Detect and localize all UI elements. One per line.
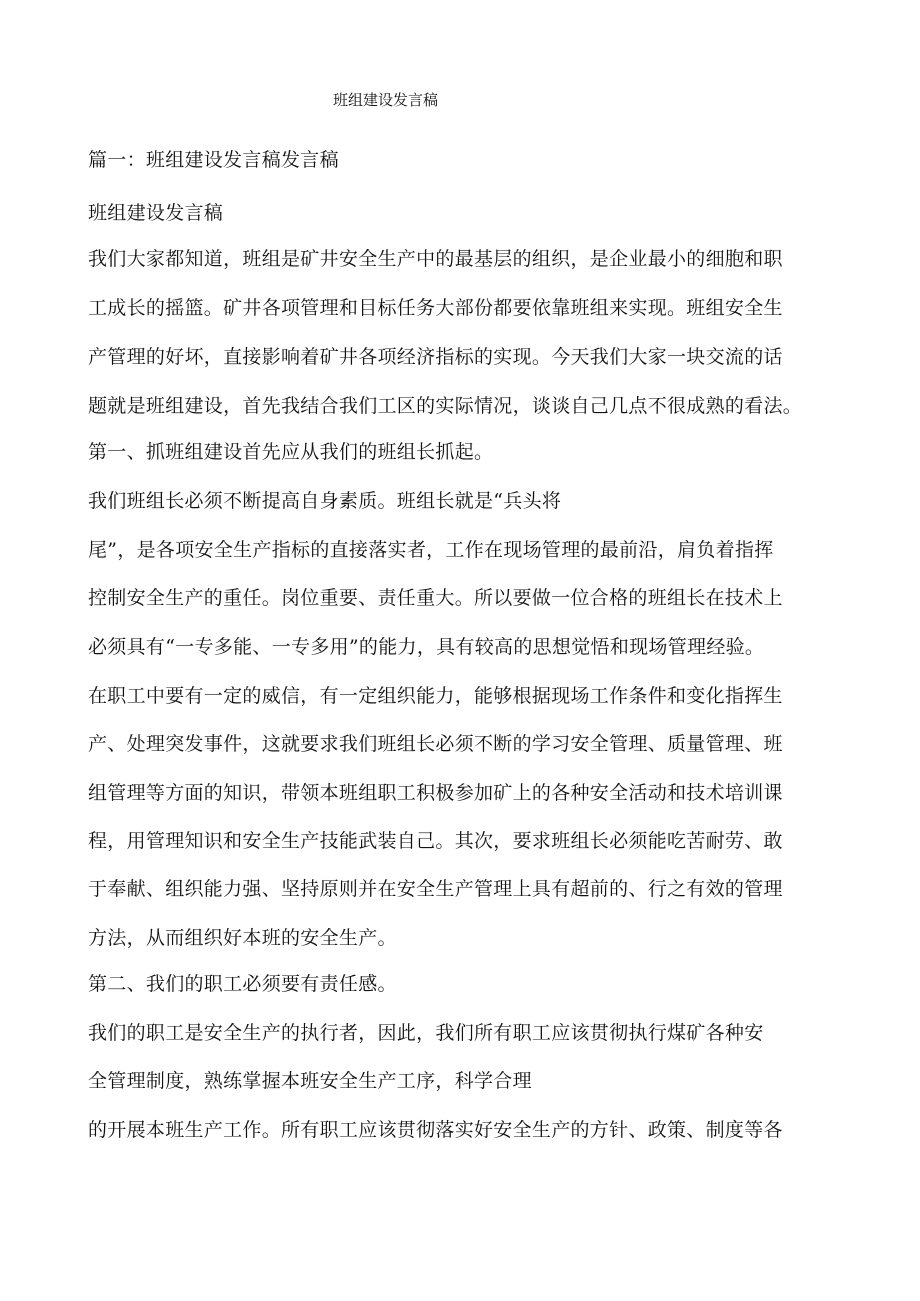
text-line: 必须具有“一专多能、一专多用”的能力，具有较高的思想觉悟和现场管理经验。: [88, 636, 765, 658]
text-line: 组管理等方面的知识，带领本班组职工积极参加矿上的各种安全活动和技术培训课: [88, 782, 783, 804]
text-line: 我们班组长必须不断提高自身素质。班组长就是“兵头将: [88, 490, 562, 512]
text-line: 工成长的摇篮。矿井各项管理和目标任务大部份都要依靠班组来实现。班组安全生: [88, 297, 783, 319]
document-title: 班组建设发言稿: [333, 91, 439, 109]
subheading: 班组建设发言稿: [88, 202, 224, 224]
text-line: 于奉献、组织能力强、坚持原则并在安全生产管理上具有超前的、行之有效的管理: [88, 878, 783, 900]
text-line: 程，用管理知识和安全生产技能武装自己。其次，要求班组长必须能吃苦耐劳、敢: [88, 830, 783, 852]
section-point-2: 第二、我们的职工必须要有责任感。: [88, 973, 397, 995]
text-line: 的开展本班生产工作。所有职工应该贯彻落实好安全生产的方针、政策、制度等各: [88, 1119, 783, 1141]
text-line: 控制安全生产的重任。岗位重要、责任重大。所以要做一位合格的班组长在技术上: [88, 587, 783, 609]
text-line: 我们大家都知道，班组是矿井安全生产中的最基层的组织，是企业最小的细胞和职: [88, 248, 783, 270]
text-line: 方法，从而组织好本班的安全生产。: [88, 927, 397, 949]
text-line: 在职工中要有一定的威信，有一定组织能力，能够根据现场工作条件和变化指挥生: [88, 685, 783, 707]
text-line: 产、处理突发事件，这就要求我们班组长必须不断的学习安全管理、质量管理、班: [88, 733, 783, 755]
text-line: 全管理制度，熟练掌握本班安全生产工序，科学合理: [88, 1070, 532, 1092]
text-line: 题就是班组建设，首先我结合我们工区的实际情况，谈谈自己几点不很成熟的看法。: [88, 395, 803, 417]
text-line: 尾”，是各项安全生产指标的直接落实者，工作在现场管理的最前沿，肩负着指挥: [88, 539, 774, 561]
section-point-1: 第一、抓班组建设首先应从我们的班组长抓起。: [88, 441, 494, 463]
section-heading: 篇一：班组建设发言稿发言稿: [88, 149, 339, 171]
text-line: 产管理的好坏，直接影响着矿井各项经济指标的实现。今天我们大家一块交流的话: [88, 346, 783, 368]
text-line: 我们的职工是安全生产的执行者，因此，我们所有职工应该贯彻执行煤矿各种安: [88, 1022, 764, 1044]
